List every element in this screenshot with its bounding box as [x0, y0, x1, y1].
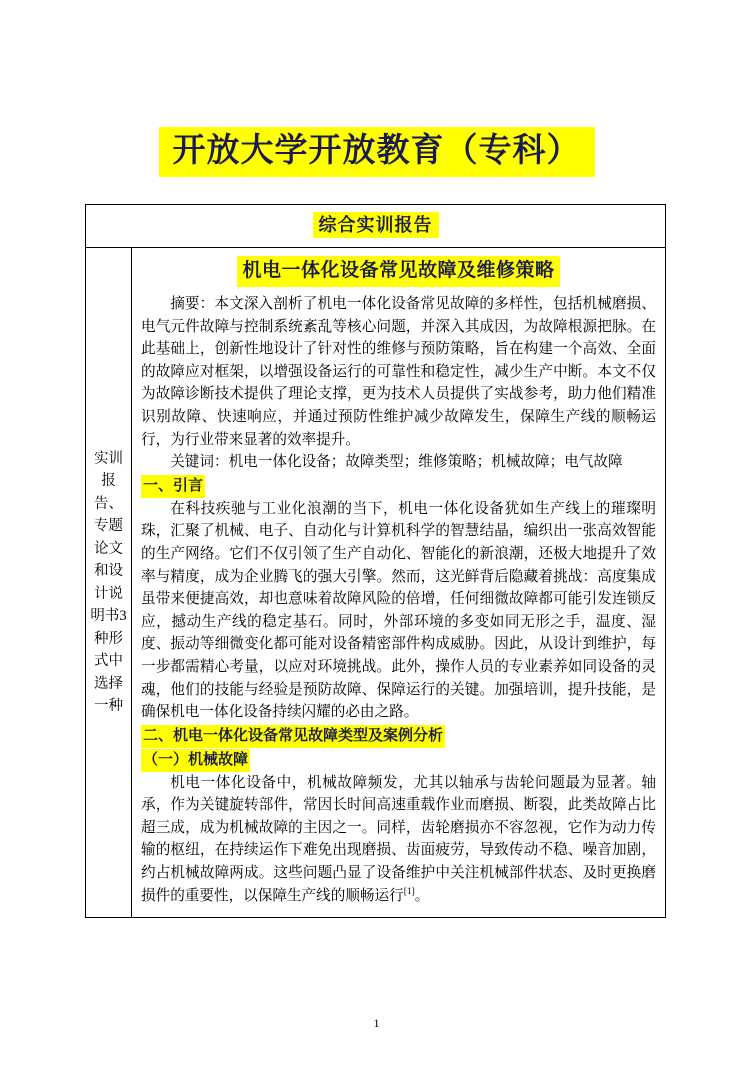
- subsection-body-text: 机电一体化设备中，机械故障频发，尤其以轴承与齿轮问题最为显著。轴承，作为关键旋转部件，常因长时间高速重载作业而磨损、断裂，此类故障占比超三成，成为机械故障的主因之一。同样，齿轮磨损亦不容忽视，它作为动力传输的枢纽，在持续运作下难免出现磨损、齿面疲劳，导致传动不稳、噪音加剧，约占机械故障两成。这些问题凸显了设备维护中关注机械部件状态、及时更换磨损件的重要性，以保障生产线的顺畅运行: [141, 774, 656, 904]
- paper-title: 机电一体化设备常见故障及维修策略: [237, 256, 559, 287]
- paper-keywords: 关键词：机电一体化设备；故障类型；维修策略；机械故障；电气故障: [170, 454, 623, 471]
- section-heading-1-container: [141, 474, 656, 498]
- paper-content-cell: [132, 248, 666, 918]
- paper-title-container: [141, 256, 656, 287]
- subsection-body-end: 。: [414, 887, 430, 904]
- subsection-heading-mechanical-fault: （一）机械故障: [141, 749, 250, 772]
- document-title: 开放大学开放教育（专科）: [159, 127, 595, 177]
- section-heading-2-container: [141, 724, 656, 748]
- report-table: [85, 204, 666, 918]
- section-body-introduction: 在科技疾驰与工业化浪潮的当下，机电一体化设备犹如生产线上的璀璨明珠，汇聚了机械、电子、自动化与计算机科学的智慧结晶，编织出一张高效智能的生产网络。它们不仅引领了生产自动化、智能化的新浪潮，还极大地提升了效率与精度，成为企业腾飞的强大引擎。然而，这光鲜背后隐藏着挑战：高度集成虽带来便捷高效，却也意味着故障风险的倍增，任何细微故障都可能引发连锁反应，撼动生产线的稳定基石。同时，外部环境的多变如同无形之手，温度、湿度、振动等细微变化都可能对设备精密部件构成威胁。因此，从设计到维护，每一步都需精心考量，以应对环境挑战。此外，操作人员的专业素养如同设备的灵魂，他们的技能与经验是预防故障、保障运行的关键。加强培训，提升技能，是确保机电一体化设备持续闪耀的必由之路。: [141, 500, 656, 721]
- table-row-content: [86, 248, 666, 918]
- report-type-label: 综合实训报告: [313, 212, 439, 238]
- paper-abstract: 摘要：本文深入剖析了机电一体化设备常见故障的多样性，包括机械磨损、电气元件故障与控制系统紊乱等核心问题，并深入其成因，为故障根源把脉。在此基础上，创新性地设计了针对性的维修与预防策略，旨在构建一个高效、全面的故障应对框架，以增强设备运行的可靠性和稳定性，减少生产中断。本文不仅为故障诊断技术提供了理论支撑，更为技术人员提供了实战参考，助力他们精准识别故障、快速响应，并通过预防性维护减少故障发生，保障生产线的顺畅运行，为行业带来显著的效率提升。: [141, 296, 656, 448]
- document-title-container: [0, 127, 753, 177]
- subsection-body-mechanical-fault: [141, 772, 656, 908]
- report-form-note-cell: [86, 248, 132, 918]
- subsection-heading-container: [141, 748, 656, 772]
- section-heading-introduction: 一、引言: [141, 475, 205, 498]
- page-number: 1: [373, 1016, 380, 1030]
- citation-marker: [1]: [403, 886, 415, 897]
- report-type-header-cell: [86, 205, 666, 248]
- report-form-note: 实训报告、专题论文和设计说明书3种形式中选择一种: [90, 450, 127, 715]
- section-heading-fault-types: 二、机电一体化设备常见故障类型及案例分析: [141, 725, 445, 748]
- table-row-header: [86, 205, 666, 248]
